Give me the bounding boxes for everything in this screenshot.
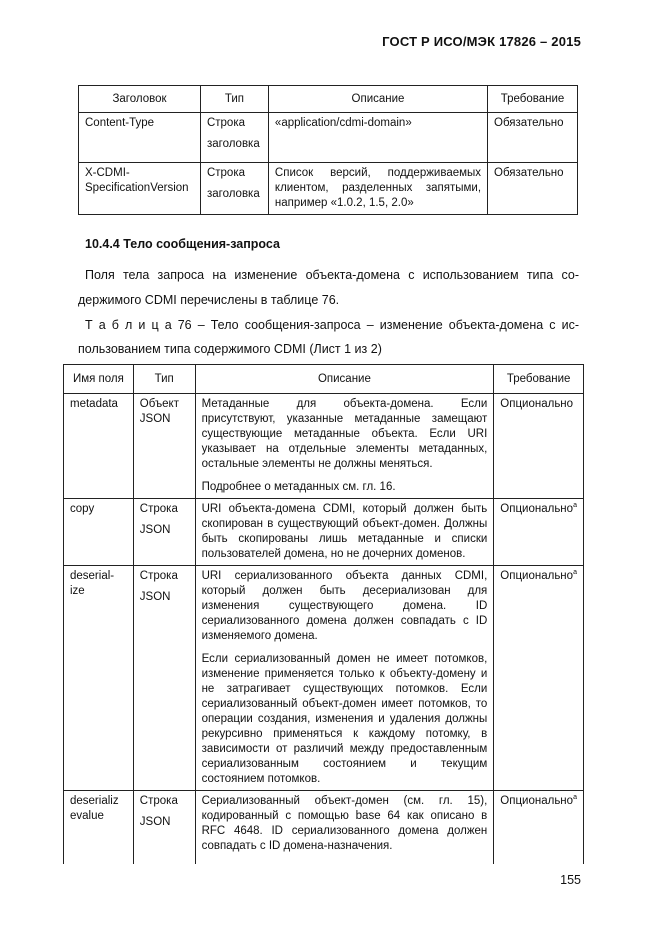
column-header: Требование — [488, 86, 578, 113]
footnote-marker: a — [573, 502, 577, 510]
requirement-cell: Опционально$^a$ — [494, 499, 584, 566]
column-header: Описание — [268, 86, 487, 113]
description-cell: Метаданные для объекта-домена. Если присутствуют, указанные метаданные замещают существующие метаданные объекта. Если URI указывает на отдельные элементы метаданных, остальные элементы не должны меняться. Подробнее о метаданных см. гл. 16. — [195, 394, 494, 499]
section-heading: 10.4.4 Тело сообщения-запроса — [85, 237, 280, 251]
column-header: Тип — [133, 365, 195, 394]
table-caption-line: пользованием типа содержимого CDMI (Лист 1 из 2) — [78, 342, 382, 356]
field-name-cell: metadata — [64, 394, 134, 499]
type-cell: Объект JSON — [133, 394, 195, 499]
column-header: Описание — [195, 365, 494, 394]
table-row — [64, 791, 584, 865]
table-row — [79, 113, 578, 163]
footnote-marker: a — [573, 794, 577, 802]
field-name-cell: deserializ evalue — [64, 791, 134, 865]
requirement-cell: Опционально$^a$ — [494, 791, 584, 865]
requirement-cell: Обязательно — [488, 113, 578, 163]
headers-table — [78, 85, 578, 215]
table-row — [64, 566, 584, 791]
requirement-cell: Обязательно — [488, 163, 578, 215]
requirement-cell: Опционально$^a$ — [494, 566, 584, 791]
request-body-table — [63, 364, 584, 864]
paragraph-line: держимого CDMI перечислены в таблице 76. — [78, 293, 340, 307]
page-number: 155 — [560, 873, 581, 887]
description-cell: URI сериализованного объекта данных CDMI, который должен быть десериализован для изменения существующего домена. ID сериализованного домена должен совпадать с ID изменяемого домена. Если сериализованный домен не имеет потомков, изменение применяется только к объекту-домену и не затрагивает существующих потомков. Если сериализованный объект-домен имеет потомков, то операции создания, изменения и удаления должны рекурсивно применяться к каждому потомку, в зависимости от различий между предоставленным сериализованным состоянием и текущим состоянием потомков. — [195, 566, 494, 791]
field-name-cell: copy — [64, 499, 134, 566]
table-row — [79, 163, 578, 215]
type-cell: Строка заголовка — [200, 113, 268, 163]
table-header-row — [79, 86, 578, 113]
header-name-cell: X-CDMI- SpecificationVersion — [79, 163, 201, 215]
table-caption-line: Т а б л и ц а 76 – Тело сообщения-запроса – изменение объекта-домена с ис- — [85, 318, 579, 332]
table-row — [64, 499, 584, 566]
header-name-cell: Content-Type — [79, 113, 201, 163]
description-cell: URI объекта-домена CDMI, который должен быть скопирован в существующий объект-домен. Должны быть скопированы лишь метаданные и списки пользователей домена, но не дочерних доменов. — [195, 499, 494, 566]
type-cell: Строка JSON — [133, 499, 195, 566]
table-header-row — [64, 365, 584, 394]
column-header: Заголовок — [79, 86, 201, 113]
requirement-cell: Опционально — [494, 394, 584, 499]
column-header: Требование — [494, 365, 584, 394]
type-cell: Строка JSON — [133, 566, 195, 791]
column-header: Тип — [200, 86, 268, 113]
document-header: ГОСТ Р ИСО/МЭК 17826 – 2015 — [382, 34, 581, 49]
field-name-cell: deserial- ize — [64, 566, 134, 791]
type-cell: Строка заголовка — [200, 163, 268, 215]
description-cell: Список версий, поддерживаемых клиентом, разделенных запятыми, например «1.0.2, 1.5, 2.0» — [268, 163, 487, 215]
type-cell: Строка JSON — [133, 791, 195, 865]
footnote-marker: a — [573, 569, 577, 577]
table-row — [64, 394, 584, 499]
column-header: Имя поля — [64, 365, 134, 394]
description-cell: Сериализованный объект-домен (см. гл. 15), кодированный с помощью base 64 как описано в RFC 4648. ID сериализованного домена должен совпадать с ID домена-назначения. — [195, 791, 494, 865]
paragraph-line: Поля тела запроса на изменение объекта-домена с использованием типа со- — [85, 268, 579, 282]
description-cell: «application/cdmi-domain» — [268, 113, 487, 163]
